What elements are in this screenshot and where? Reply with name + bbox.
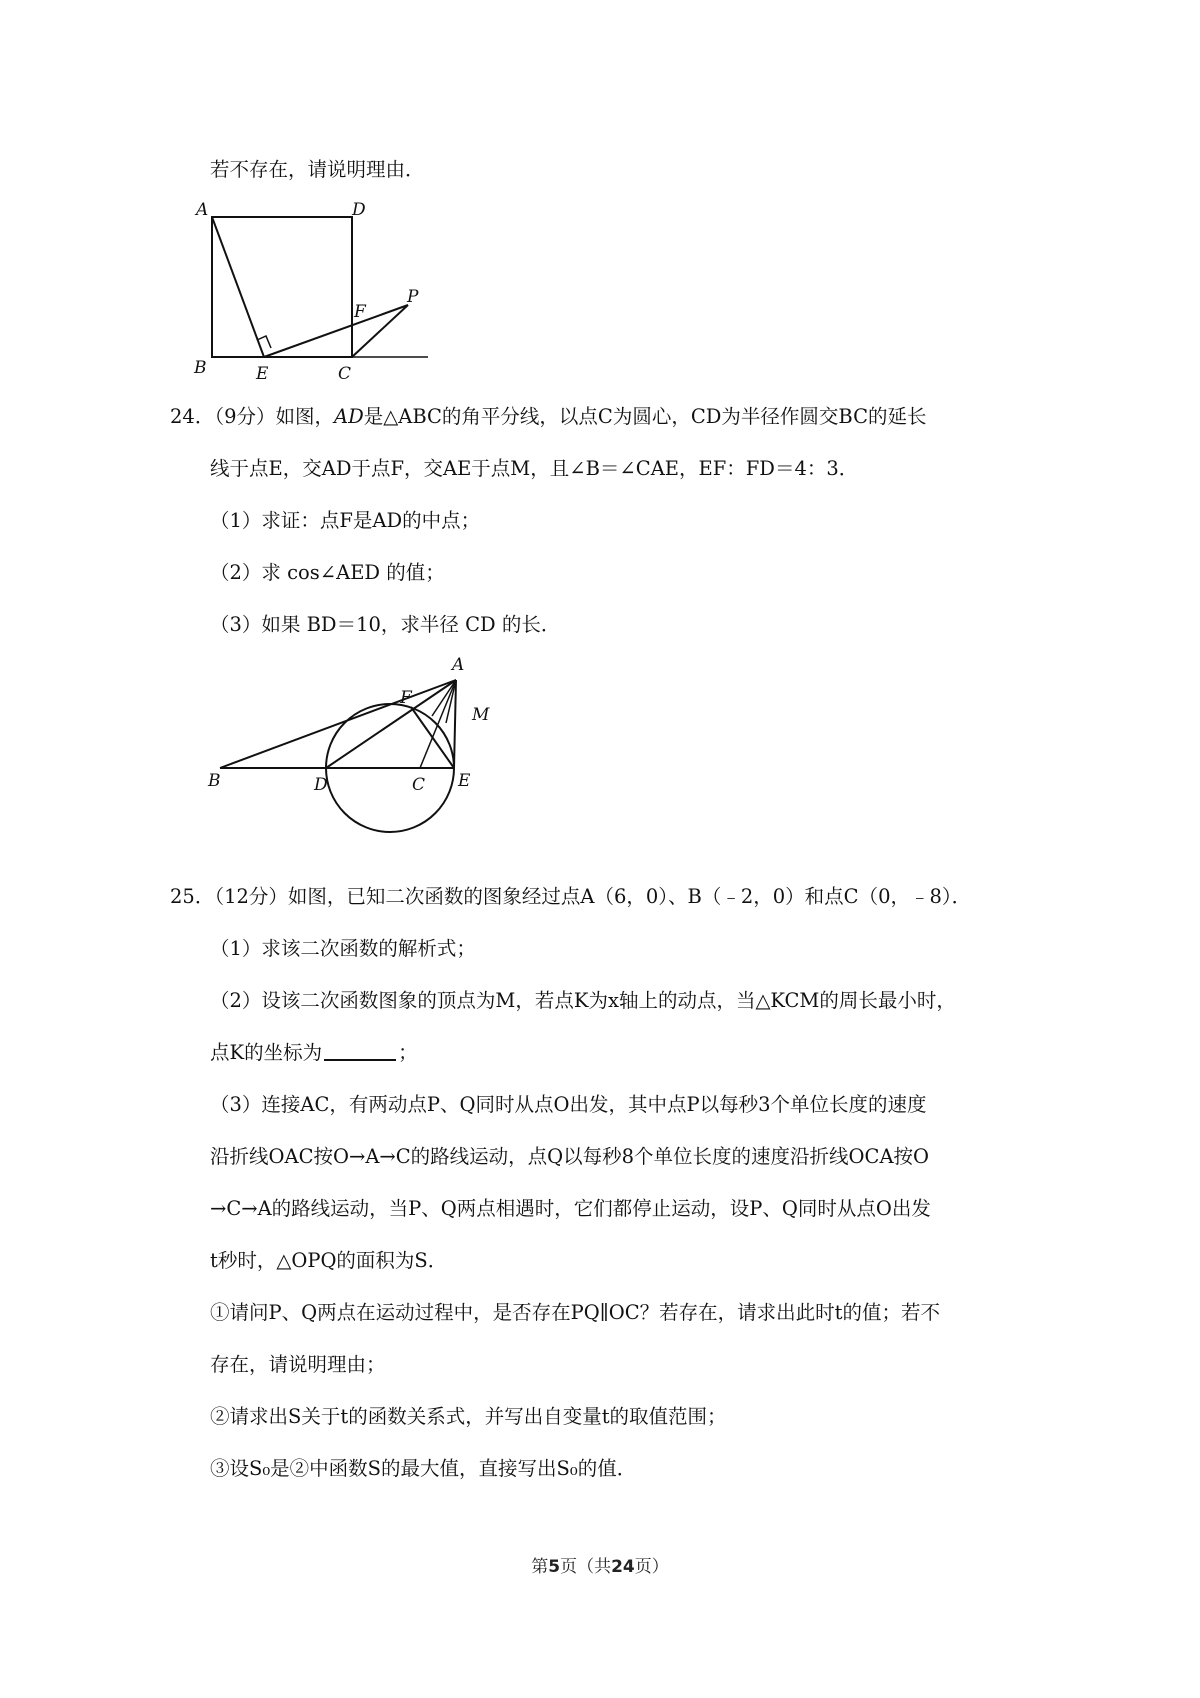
q24-score: （9分） (214, 405, 276, 428)
q24-line1 (170, 404, 927, 430)
previous-question-tail: 若不存在，请说明理由． (210, 158, 425, 181)
label-A: A (196, 200, 209, 220)
q24-part2: （2）求 cos∠AED 的值； (210, 561, 445, 584)
q25-part1: （1）求该二次函数的解析式； (210, 937, 476, 960)
footer-mid: 页（共 (560, 1557, 612, 1577)
label-D2: D (314, 775, 328, 795)
label-F2: F (400, 688, 412, 708)
label-A2: A (452, 655, 465, 675)
figure-triangle-circle (200, 648, 540, 878)
q24-line1-rest: 是△ABC的角平分线，以点C为圆心，CD为半径作圆交BC的延长 (363, 405, 927, 428)
q24-ad: AD (334, 405, 364, 428)
q25-line1: 25．（12分）如图，已知二次函数的图象经过点A（6，0）、B（﹣2，0）和点C（0，﹣8）． (170, 885, 972, 908)
q25-part3a: （3）连接AC，有两动点P、Q同时从点O出发，其中点P以每秒3个单位长度的速度 (210, 1093, 927, 1116)
q25-sub1a: ①请问P、Q两点在运动过程中，是否存在PQ∥OC？若存在，请求出此时t的值；若不 (210, 1301, 940, 1324)
footer-page-number: 5 (548, 1557, 561, 1577)
page-footer (0, 1552, 1200, 1577)
q25-sub2: ②请求出S关于t的函数关系式，并写出自变量t的取值范围； (210, 1405, 727, 1428)
q25-sub3: ③设S₀是②中函数S的最大值，直接写出S₀的值． (210, 1457, 637, 1480)
label-P: P (407, 287, 419, 307)
label-M2: M (472, 705, 490, 725)
label-C2: C (412, 775, 426, 795)
q24-part3: （3）如果 BD＝10，求半径 CD 的长． (210, 613, 561, 636)
q25-part2b-pre: 点K的坐标为 (210, 1041, 323, 1064)
label-E: E (256, 364, 269, 384)
q25-part2b (210, 1040, 418, 1066)
footer-post: 页） (634, 1557, 669, 1577)
q25-part3d: t秒时，△OPQ的面积为S． (210, 1249, 448, 1272)
answer-blank (324, 1041, 396, 1061)
q25-part2b-post: ； (398, 1041, 418, 1064)
label-F: F (354, 302, 366, 322)
q24-part1: （1）求证：点F是AD的中点； (210, 509, 481, 532)
footer-total-pages: 24 (611, 1557, 635, 1577)
q25-sub1b: 存在，请说明理由； (210, 1353, 386, 1376)
footer-pre: 第 (531, 1557, 549, 1577)
q24-number: 24． (170, 405, 215, 428)
label-C: C (338, 364, 352, 384)
label-D: D (352, 200, 366, 220)
label-B2: B (208, 771, 221, 791)
label-B: B (194, 358, 207, 378)
q24-line2: 线于点E，交AD于点F，交AE于点M，且∠B＝∠CAE，EF：FD＝4：3． (210, 457, 859, 480)
q24-text-a: 如图， (275, 405, 335, 428)
figure-square (194, 200, 460, 405)
q25-part3b: 沿折线OAC按O→A→C的路线运动，点Q以每秒8个单位长度的速度沿折线OCA按O (210, 1145, 930, 1168)
label-E2: E (458, 771, 471, 791)
q25-part2a: （2）设该二次函数图象的顶点为M，若点K为x轴上的动点，当△KCM的周长最小时， (210, 989, 956, 1012)
q25-part3c: →C→A的路线运动，当P、Q两点相遇时，它们都停止运动，设P、Q同时从点O出发 (210, 1197, 931, 1220)
